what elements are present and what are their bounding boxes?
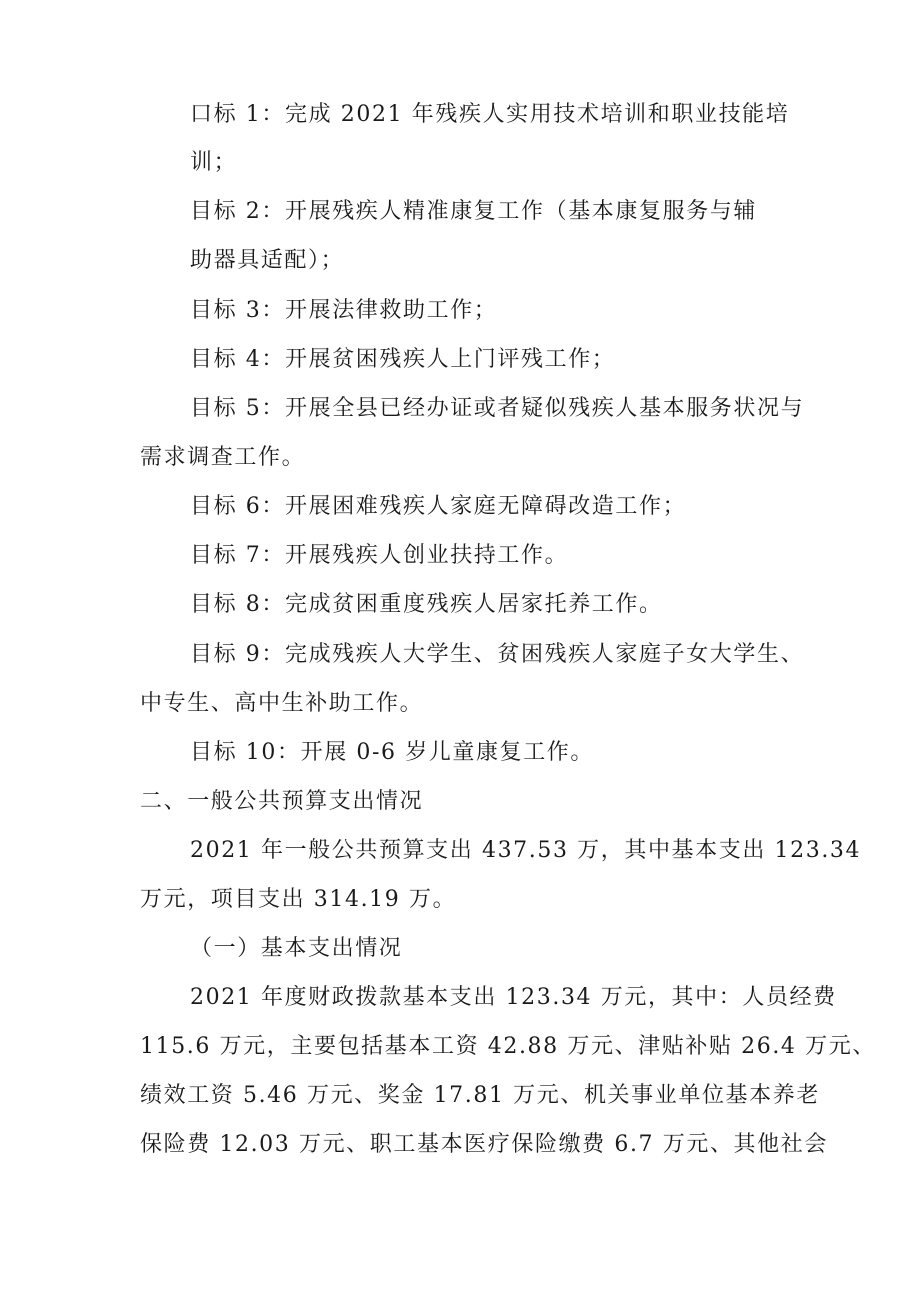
goal-10-line: 目标 10：开展 0-6 岁儿童康复工作。 xyxy=(190,740,595,765)
goal-9-line-1: 目标 9：完成残疾人大学生、贫困残疾人家庭子女大学生、 xyxy=(190,642,805,667)
basic-expenditure-line-3: 绩效工资 5.46 万元、奖金 17.81 万元、机关事业单位基本养老 xyxy=(140,1083,820,1108)
section-heading-general-budget: 二、一般公共预算支出情况 xyxy=(140,789,424,814)
budget-summary-line-2: 万元，项目支出 314.19 万。 xyxy=(140,887,457,912)
subsection-heading-basic-expenditure: （一）基本支出情况 xyxy=(190,936,403,961)
goal-6-line: 目标 6：开展困难残疾人家庭无障碍改造工作； xyxy=(190,494,687,519)
goal-8-line: 目标 8：完成贫困重度残疾人居家托养工作。 xyxy=(190,592,663,617)
goal-2-line-2: 助器具适配）； xyxy=(190,248,345,273)
basic-expenditure-line-4: 保险费 12.03 万元、职工基本医疗保险缴费 6.7 万元、其他社会 xyxy=(140,1132,828,1157)
goal-4-line: 目标 4：开展贫困残疾人上门评残工作； xyxy=(190,347,616,372)
goal-1-line-2: 训； xyxy=(190,150,238,175)
goal-1-line-1: 口标 1：完成 2021 年残疾人实用技术培训和职业技能培 xyxy=(190,102,790,127)
goal-5-line-2: 需求调查工作。 xyxy=(140,445,306,470)
goal-9-line-2: 中专生、高中生补助工作。 xyxy=(140,691,424,716)
goal-7-line: 目标 7：开展残疾人创业扶持工作。 xyxy=(190,543,569,568)
basic-expenditure-line-1: 2021 年度财政拨款基本支出 123.34 万元，其中：人员经费 xyxy=(190,985,837,1010)
budget-summary-line-1: 2021 年一般公共预算支出 437.53 万，其中基本支出 123.34 xyxy=(190,838,862,863)
goal-2-line-1: 目标 2：开展残疾人精准康复工作（基本康复服务与辅 xyxy=(190,199,757,224)
basic-expenditure-line-2: 115.6 万元，主要包括基本工资 42.88 万元、津贴补贴 26.4 万元、 xyxy=(140,1034,876,1059)
goal-5-line-1: 目标 5：开展全县已经办证或者疑似残疾人基本服务状况与 xyxy=(190,396,805,421)
goal-3-line: 目标 3：开展法律救助工作； xyxy=(190,298,498,323)
